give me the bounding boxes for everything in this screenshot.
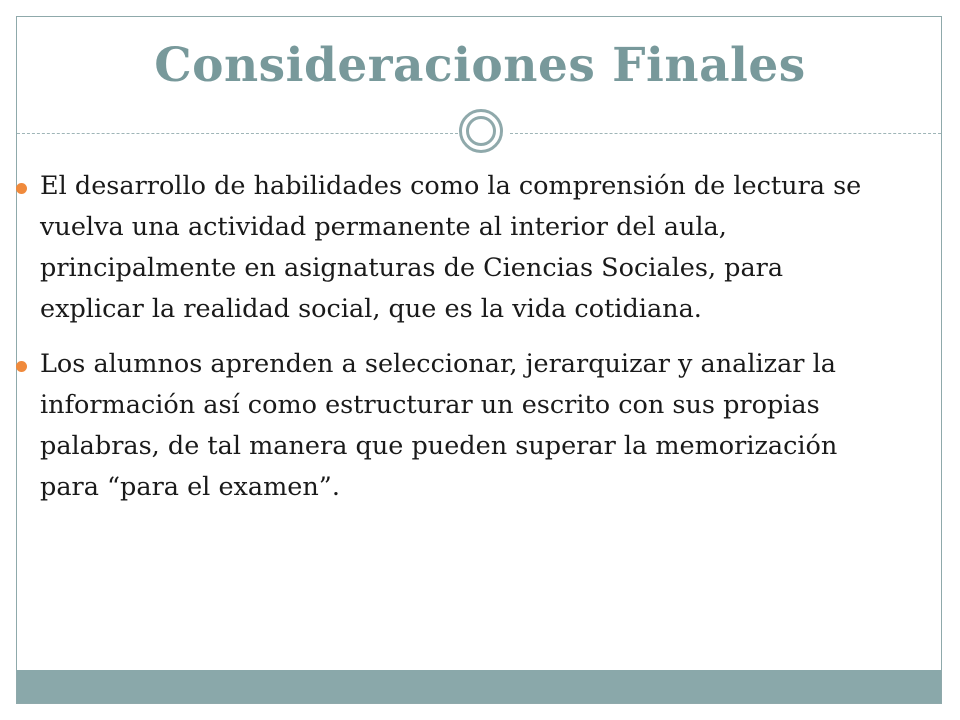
slide-title: Consideraciones Finales — [154, 38, 806, 93]
title-divider-right — [510, 133, 941, 134]
footer-bar — [17, 670, 941, 703]
bullet-list — [0, 166, 900, 522]
double-ring-icon — [459, 109, 503, 153]
title-divider-left — [17, 133, 458, 134]
list-item — [0, 344, 900, 508]
bullet-text: Los alumnos aprenden a seleccionar, jerarquizar y analizar la información así como estructurar un escrito con sus propias palabras, de tal manera que pueden superar la memorización para “para el examen”. — [40, 349, 838, 502]
bullet-dot-icon — [16, 361, 27, 372]
bullet-dot-icon — [16, 183, 27, 194]
list-item — [0, 166, 900, 330]
bullet-text: El desarrollo de habilidades como la comprensión de lectura se vuelva una actividad permanente al interior del aula, principalmente en asignaturas de Ciencias Sociales, para explicar la realidad social, que es la vida cotidiana. — [40, 171, 862, 324]
